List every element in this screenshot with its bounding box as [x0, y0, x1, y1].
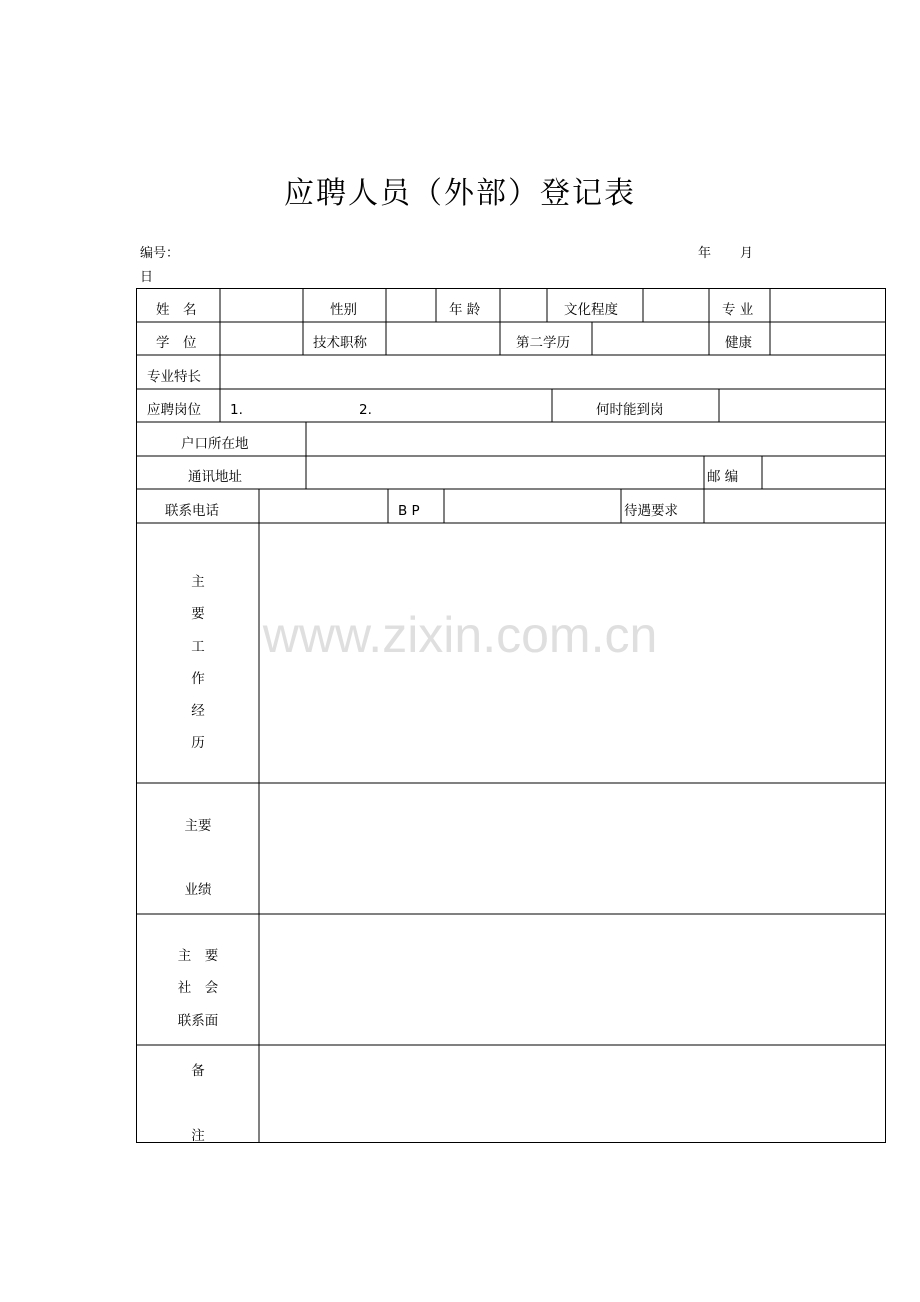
social-field[interactable]	[261, 916, 884, 1043]
year-label: 年	[698, 246, 712, 261]
address-field[interactable]	[308, 458, 702, 487]
education-field[interactable]	[645, 290, 707, 320]
gender-label: 性别	[330, 302, 357, 318]
gender-field[interactable]	[388, 290, 434, 320]
second-education-field[interactable]	[594, 324, 707, 353]
education-label: 文化程度	[564, 302, 618, 318]
achievements-label-line: 业绩	[184, 882, 212, 898]
remarks-field[interactable]	[261, 1047, 884, 1141]
remarks-label-char: 注	[191, 1128, 205, 1144]
month-label: 月	[740, 246, 754, 261]
achievements-field[interactable]	[261, 785, 884, 912]
work-history-field[interactable]	[261, 525, 884, 781]
work-history-label-char: 经	[191, 703, 205, 719]
title-label: 技术职称	[313, 335, 367, 351]
bp-label: B P	[398, 503, 420, 519]
health-label: 健康	[725, 335, 752, 351]
degree-field[interactable]	[222, 324, 301, 353]
social-label-line: 联系面	[177, 1013, 219, 1029]
address-label: 通讯地址	[188, 469, 242, 485]
achievements-label-line: 主要	[184, 818, 212, 834]
position-1-field[interactable]: 1.	[230, 402, 243, 418]
major-field[interactable]	[772, 290, 884, 320]
work-history-label-char: 工	[191, 639, 205, 655]
specialty-field[interactable]	[222, 357, 884, 387]
specialty-label: 专业特长	[147, 369, 201, 385]
page-title: 应聘人员（外部）登记表	[284, 176, 636, 211]
hukou-label: 户口所在地	[181, 436, 249, 452]
salary-label: 待遇要求	[624, 503, 678, 519]
position-2-field[interactable]: 2.	[359, 402, 372, 418]
number-label: 编号：	[140, 246, 180, 261]
position-label: 应聘岗位	[147, 402, 201, 418]
health-field[interactable]	[772, 324, 884, 353]
bp-field[interactable]	[446, 491, 619, 521]
start-time-label: 何时能到岗	[596, 402, 664, 418]
phone-label: 联系电话	[165, 503, 219, 519]
work-history-label-char: 要	[191, 606, 205, 622]
degree-label: 学 位	[156, 335, 197, 351]
age-field[interactable]	[502, 290, 545, 320]
name-label: 姓 名	[156, 302, 197, 318]
remarks-label-char: 备	[191, 1063, 205, 1079]
major-label: 专 业	[722, 302, 754, 318]
social-label-line: 社 会	[177, 980, 219, 996]
work-history-label-char: 主	[191, 574, 205, 590]
watermark: www.zixin.com.cn	[262, 607, 658, 663]
age-label: 年 龄	[449, 302, 481, 318]
salary-field[interactable]	[706, 491, 884, 521]
postcode-field[interactable]	[764, 458, 884, 487]
postcode-label: 邮 编	[707, 469, 739, 485]
second-education-label: 第二学历	[516, 335, 570, 351]
start-time-field[interactable]	[721, 391, 884, 420]
social-label-line: 主 要	[177, 948, 219, 964]
day-label: 日	[140, 270, 154, 285]
work-history-label-char: 作	[191, 671, 205, 687]
name-field[interactable]	[222, 290, 301, 320]
work-history-label-char: 历	[191, 735, 205, 751]
hukou-field[interactable]	[308, 424, 884, 454]
title-field[interactable]	[388, 324, 498, 353]
phone-field[interactable]	[261, 491, 386, 521]
registration-form-table	[136, 288, 886, 1143]
